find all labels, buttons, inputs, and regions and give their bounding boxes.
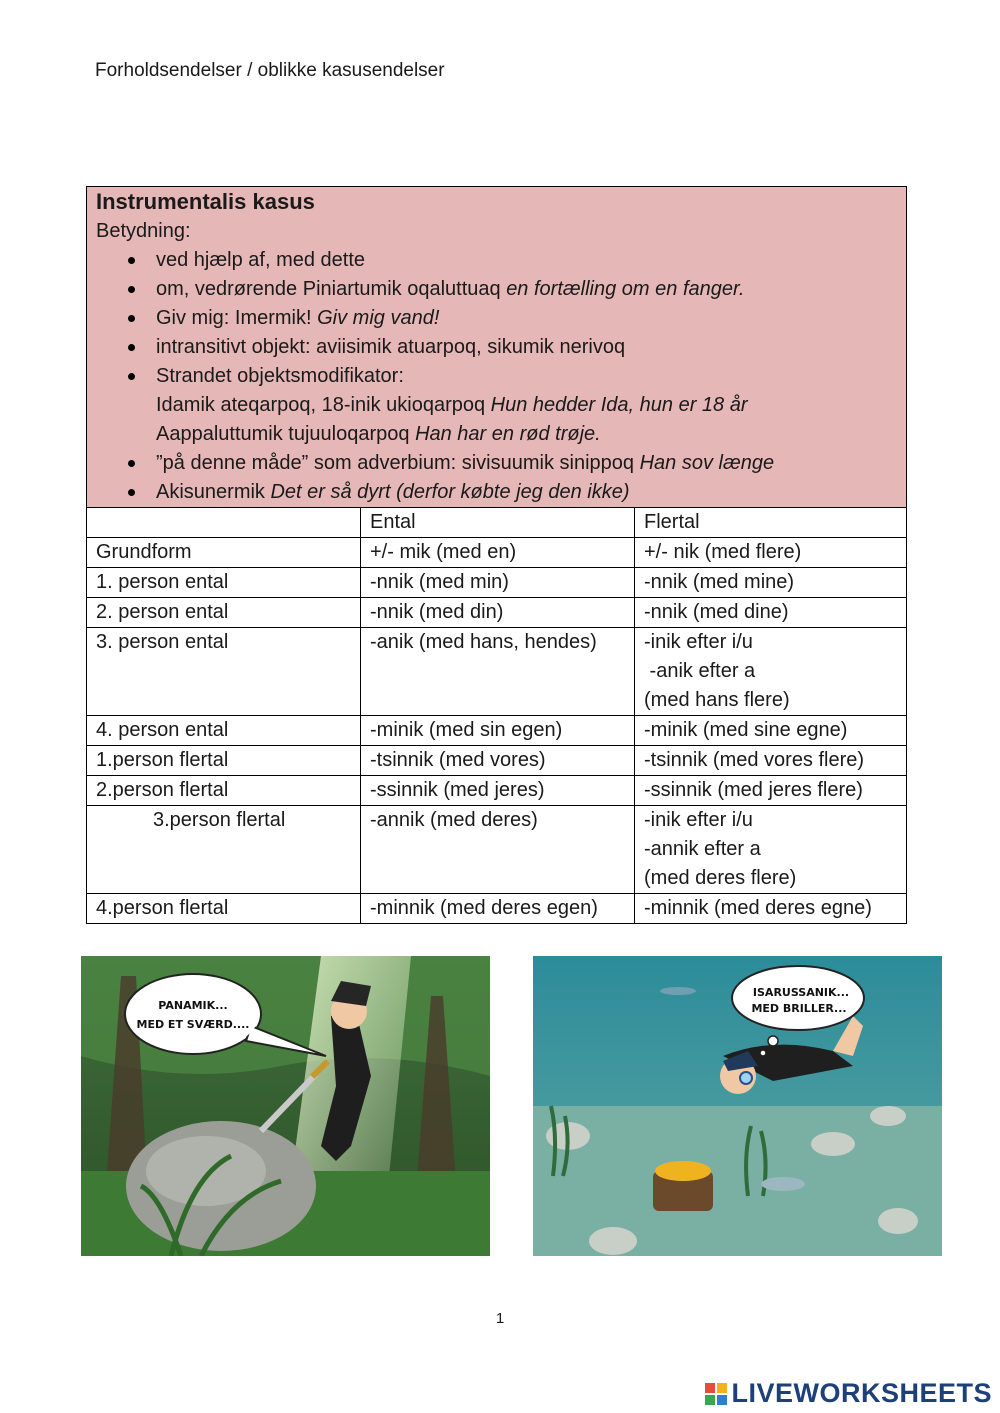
flertal-cell: -nnik (med dine) [635, 598, 907, 628]
column-header: Ental [361, 508, 635, 538]
flertal-cell: -tsinnik (med vores flere) [635, 746, 907, 776]
fish [660, 987, 696, 995]
page-number: 1 [495, 1310, 505, 1327]
list-item: ”på denne måde” som adverbium: sivisuumik sinippoq Han sov længe [156, 449, 897, 478]
ental-cell: -tsinnik (med vores) [361, 746, 635, 776]
flertal-line: (med hans flere) [644, 689, 790, 711]
document-header: Forholdsendelser / oblikke kasusendelser [95, 60, 445, 81]
intro-cell [87, 187, 907, 508]
intro-subtitle: Betydning: [96, 220, 191, 242]
row-label: 2. person ental [87, 598, 361, 628]
ental-cell: -ssinnik (med jeres) [361, 776, 635, 806]
flertal-cell: -nnik (med mine) [635, 568, 907, 598]
list-item: Akisunermik Det er så dyrt (derfor købte jeg den ikke) [156, 478, 897, 507]
ental-cell: -anik (med hans, hendes) [361, 628, 635, 716]
ental-cell: -nnik (med min) [361, 568, 635, 598]
brand-name: LIVEWORKSHEETS [731, 1378, 992, 1408]
row-label: 1. person ental [87, 568, 361, 598]
flertal-cell: -minik (med sine egne) [635, 716, 907, 746]
flertal-line: -anik efter a [644, 660, 756, 682]
flertal-line: -inik efter i/u [644, 809, 753, 831]
table-row [87, 598, 907, 628]
ental-cell: -minik (med sin egen) [361, 716, 635, 746]
flertal-cell: -ssinnik (med jeres flere) [635, 776, 907, 806]
table-row [87, 806, 907, 894]
bubble-text: PANAMIK... [158, 999, 228, 1012]
forest-comic-panel [81, 956, 490, 1256]
list-item: om, vedrørende Piniartumik oqaluttuaq en fortælling om en fanger. [156, 275, 897, 304]
table-row [87, 746, 907, 776]
underwater-scene-illustration [533, 956, 942, 1256]
flertal-cell: +/- nik (med flere) [635, 538, 907, 568]
list-item: ved hjælp af, med dette [156, 246, 897, 275]
ental-cell: -minnik (med deres egen) [361, 894, 635, 924]
list-item: Giv mig: Imermik! Giv mig vand! [156, 304, 897, 333]
bubble-text: ISARUSSANIK... [752, 986, 850, 999]
bubble-text: MED BRILLER... [751, 1002, 847, 1015]
liveworksheets-logo [705, 1378, 992, 1409]
table-header-row [87, 508, 907, 538]
bubble-text: MED ET SVÆRD.... [136, 1018, 250, 1031]
row-label: 4.person flertal [87, 894, 361, 924]
table-row [87, 776, 907, 806]
row-label: 4. person ental [87, 716, 361, 746]
brand-logo-icon [705, 1383, 727, 1405]
list-item: Strandet objektsmodifikator: Idamik ateqarpoq, 18-inik ukioqarpoq Hun hedder Ida, hun er 18 år Aappaluttumik tujuuloqarpoq Han har en rød trøje. [156, 362, 897, 449]
row-label: 1.person flertal [87, 746, 361, 776]
row-label: 2.person flertal [87, 776, 361, 806]
underwater-comic-panel [533, 956, 942, 1256]
flertal-line: (med deres flere) [644, 867, 797, 889]
fish [761, 1177, 805, 1191]
flertal-line: -annik efter a [644, 838, 761, 860]
ental-cell: -nnik (med din) [361, 598, 635, 628]
flertal-cell [635, 806, 907, 894]
ental-cell: +/- mik (med en) [361, 538, 635, 568]
table-row [87, 716, 907, 746]
table-row [87, 538, 907, 568]
intro-title: Instrumentalis kasus [96, 189, 315, 214]
intro-row [87, 187, 907, 508]
meaning-list [96, 246, 897, 507]
column-header: Flertal [635, 508, 907, 538]
row-label: 3.person flertal [87, 806, 361, 894]
flertal-cell [635, 628, 907, 716]
row-label: 3. person ental [87, 628, 361, 716]
row-label: Grundform [87, 538, 361, 568]
flertal-line: -inik efter i/u [644, 631, 753, 653]
forest-scene-illustration [81, 956, 490, 1256]
flertal-cell: -minnik (med deres egne) [635, 894, 907, 924]
column-header [87, 508, 361, 538]
ental-cell: -annik (med deres) [361, 806, 635, 894]
list-item: intransitivt objekt: aviisimik atuarpoq, sikumik nerivoq [156, 333, 897, 362]
table-row [87, 568, 907, 598]
table-row [87, 628, 907, 716]
table-row [87, 894, 907, 924]
instrumentalis-table [86, 186, 907, 924]
